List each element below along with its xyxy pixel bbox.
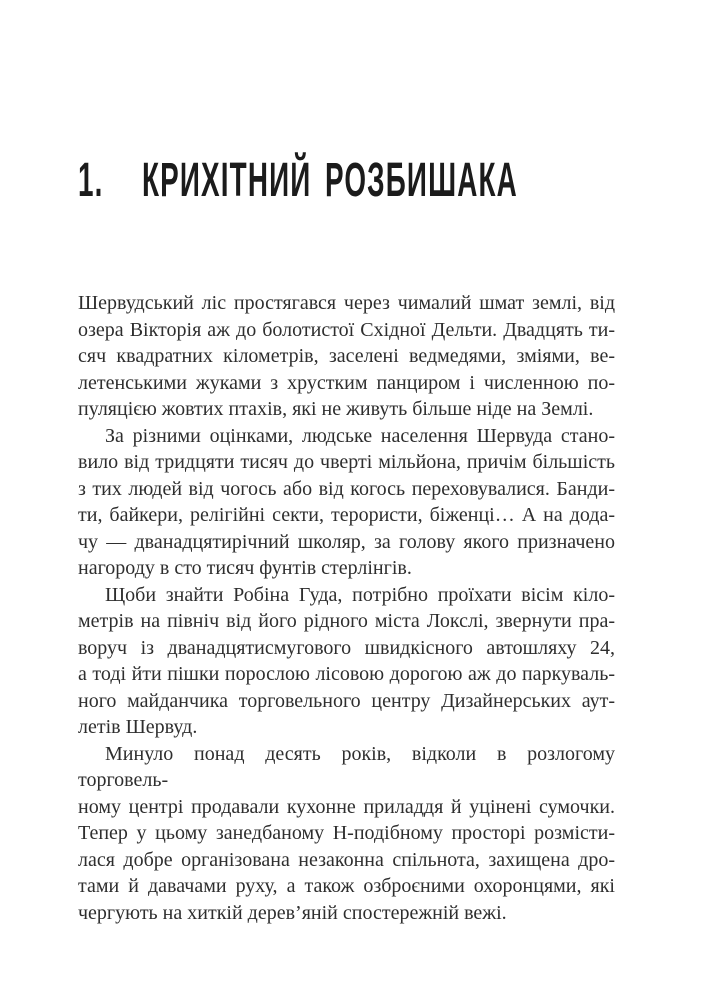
text-line: чу — дванадцятирічний школяр, за голову якого призначено (78, 530, 615, 553)
text-line: з тих людей від чогось або від когось переховувалися. Банди- (78, 477, 615, 500)
text-line: озера Вікторія аж до болотистої Східної Дельти. Двадцять ти- (78, 318, 615, 341)
text-line: сяч квадратних кілометрів, заселені ведмедями, зміями, ве- (78, 345, 615, 367)
text-line: летенськими жуками з хрустким панциром і численною по- (78, 371, 615, 394)
text-line: Щоби знайти Робіна Гуда, потрібно проїхати вісім кіло- (105, 583, 615, 606)
chapter-title: КРИХІТНИЙ РОЗБИШАКА (142, 154, 518, 207)
paragraph (78, 290, 615, 423)
text-line: чергують на хиткій дерев’яній спостережній вежі. (78, 901, 507, 924)
paragraph (78, 741, 615, 927)
text-line: За різними оцінками, людське населення Шервуда стано- (105, 424, 615, 447)
text-line: ти, байкери, релігійні секти, терористи, біженці… А на дода- (78, 504, 615, 526)
text-line: лася добре організована незаконна спільнота, захищена дро- (78, 848, 615, 871)
text-line: Тепер у цьому занедбаному Н-подібному просторі розмісти- (78, 822, 615, 844)
text-line: а тоді йти пішки порослою лісовою дорогою аж до паркуваль- (78, 663, 615, 685)
paragraph (78, 582, 615, 741)
text-line: Минуло понад десять років, відколи в розлогому торговель- (78, 742, 615, 791)
chapter-heading (78, 154, 518, 208)
text-line: Шервудський ліс простягався через чималий шмат землі, від (78, 292, 615, 314)
text-line: воруч із дванадцятисмугового швидкісного автошляху 24, (78, 636, 615, 659)
chapter-number: 1. (78, 154, 104, 207)
paragraph (78, 423, 615, 582)
text-line: метрів на північ від його рідного міста Локслі, звернути пра- (78, 610, 615, 632)
body-text (78, 290, 615, 926)
text-line: вило від тридцяти тисяч до чверті мільйона, причім більшість (78, 451, 615, 473)
text-line: ного майданчика торговельного центру Дизайнерських аут- (78, 689, 615, 712)
text-line: пуляцією жовтих птахів, які не живуть більше ніде на Землі. (78, 398, 594, 420)
text-line: ному центрі продавали кухонне приладдя й уцінені сумочки. (78, 795, 615, 818)
text-line: тами й давачами руху, а також озброєними охоронцями, які (78, 875, 615, 897)
text-line: нагороду в сто тисяч фунтів стерлінгів. (78, 557, 412, 579)
text-line: летів Шервуд. (78, 716, 198, 738)
